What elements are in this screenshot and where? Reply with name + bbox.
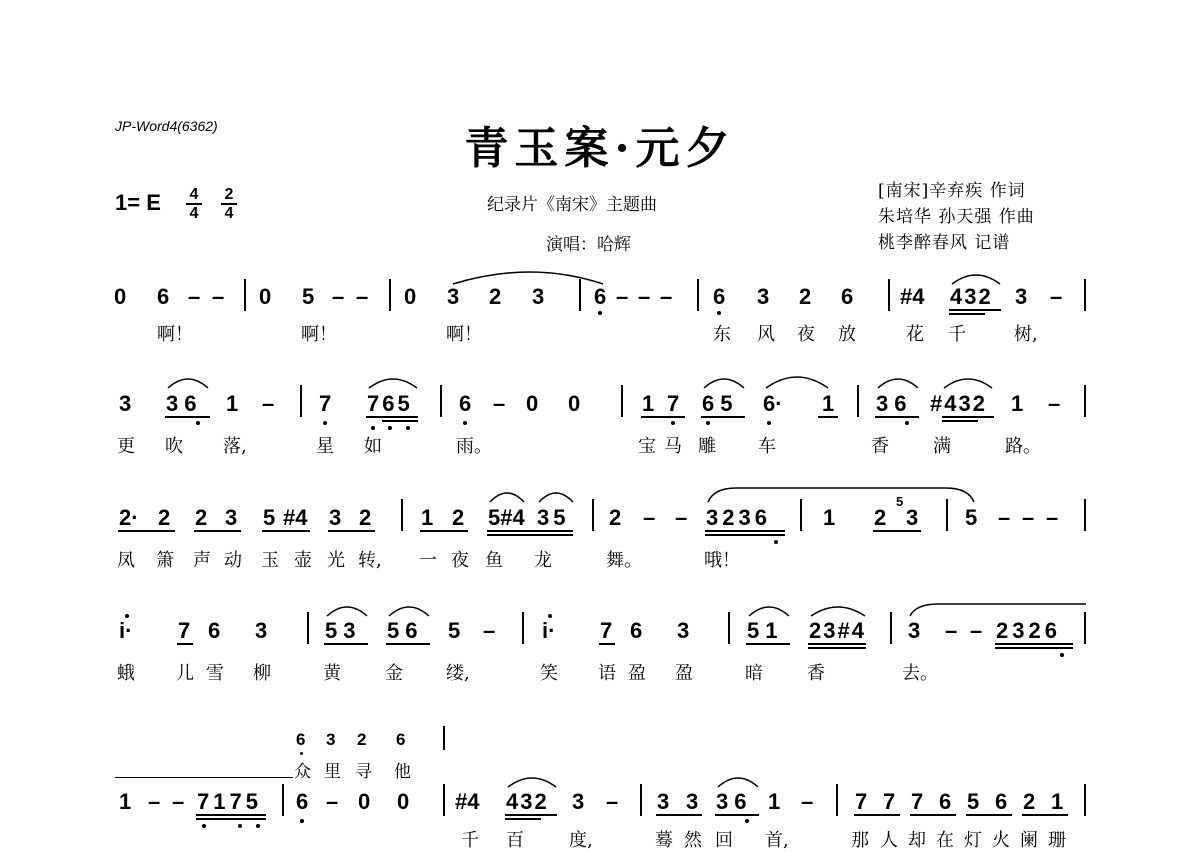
- note-group: 65: [702, 391, 739, 416]
- octave-dot: [196, 421, 200, 425]
- lyric: 雪: [206, 663, 224, 684]
- lyric: 在: [936, 830, 954, 851]
- note-group: 432: [950, 284, 993, 309]
- note-group: 3236: [706, 505, 771, 530]
- slur: [809, 602, 867, 618]
- underline: [910, 814, 956, 816]
- slur: [764, 372, 830, 390]
- note: –: [212, 284, 225, 309]
- lyric: 笑: [540, 663, 558, 684]
- underline: [1022, 814, 1068, 816]
- lyric: 动: [224, 550, 242, 571]
- bar-line: [728, 612, 730, 644]
- bar-line: [1084, 385, 1086, 417]
- note: 6: [594, 284, 607, 309]
- bar-line: [307, 612, 309, 644]
- underline: [705, 530, 785, 532]
- note: 2: [452, 505, 465, 530]
- lyric: 宝: [638, 436, 656, 457]
- underline: [995, 643, 1073, 645]
- bar-line: [592, 499, 594, 531]
- ossia-note: 6: [396, 730, 406, 749]
- note: 3: [329, 505, 342, 530]
- note: 0: [259, 284, 272, 309]
- underline: [196, 814, 266, 816]
- ossia-lyric: 里: [324, 762, 341, 782]
- note: 1: [1011, 391, 1024, 416]
- lyric: 儿: [176, 663, 194, 684]
- bar-line: [890, 612, 892, 644]
- underline: [942, 416, 994, 418]
- transcriber-credit: 桃李醉春风 记谱: [878, 233, 1011, 253]
- note: –: [1022, 505, 1035, 530]
- note: 3: [532, 284, 545, 309]
- lyric: 马: [664, 436, 682, 457]
- note: 2: [1023, 789, 1036, 814]
- note: 0: [404, 284, 417, 309]
- note: 1: [822, 391, 835, 416]
- note: 0: [526, 391, 539, 416]
- note: 2: [799, 284, 812, 309]
- note: –: [172, 789, 185, 814]
- note: 6: [713, 284, 726, 309]
- slur: [706, 484, 976, 504]
- lyric: 树,: [1014, 324, 1038, 345]
- note: 6: [995, 789, 1008, 814]
- lyric: 雕: [698, 436, 716, 457]
- underline: [118, 530, 175, 532]
- note-group: 2326: [996, 618, 1061, 643]
- ossia-lyric: 寻: [355, 762, 372, 782]
- note: 2: [195, 505, 208, 530]
- slur: [325, 602, 369, 618]
- lyric: 壶: [294, 550, 312, 571]
- underline: [505, 814, 557, 816]
- underline: [420, 530, 468, 532]
- note: 6·: [763, 391, 783, 416]
- note: 1: [823, 505, 836, 530]
- lyric: 花: [906, 324, 924, 345]
- octave-dot: [706, 421, 710, 425]
- lyric: 一: [419, 550, 437, 571]
- note-group: #432: [930, 391, 987, 416]
- lyricist-credit: [南宋]辛弃疾 作词: [878, 181, 1026, 201]
- note-group: 432: [506, 789, 549, 814]
- underline: [818, 416, 838, 418]
- lyric: 百: [506, 830, 524, 851]
- composer-credit: 朱培华 孙天强 作曲: [878, 207, 1035, 227]
- underline: [942, 420, 978, 422]
- underline: [949, 313, 985, 315]
- octave-dot: [406, 426, 410, 430]
- bar-line: [697, 279, 699, 311]
- lyric: 夜: [797, 324, 815, 345]
- bar-line: [443, 784, 445, 816]
- note: 1: [642, 391, 655, 416]
- note-group: 53: [325, 618, 362, 643]
- note: –: [660, 284, 673, 309]
- note: –: [332, 284, 345, 309]
- note: 7: [883, 789, 896, 814]
- lyric: 首,: [765, 830, 789, 851]
- slur: [942, 374, 994, 390]
- note: 2: [158, 505, 171, 530]
- note: 6: [157, 284, 170, 309]
- note-group: 56: [387, 618, 424, 643]
- note: –: [616, 284, 629, 309]
- bar-line: [1084, 279, 1086, 311]
- underline: [382, 420, 418, 422]
- note-group: 36: [166, 391, 203, 416]
- lyric: 哦！: [704, 550, 740, 571]
- bar-line: [857, 385, 859, 417]
- underline: [808, 647, 866, 649]
- key-signature: 1= E: [115, 190, 161, 215]
- note: –: [606, 789, 619, 814]
- bar-line: [282, 784, 284, 816]
- underline: [194, 530, 241, 532]
- ossia-note: 6: [296, 730, 306, 749]
- note-group: 5#4: [488, 505, 525, 530]
- underline: [808, 643, 866, 645]
- note: 3: [447, 284, 460, 309]
- octave-dot: [323, 421, 327, 425]
- note: 2: [489, 284, 502, 309]
- note: –: [1048, 391, 1061, 416]
- slur: [537, 488, 575, 504]
- note: 6: [208, 618, 221, 643]
- note: 6: [841, 284, 854, 309]
- note: 6: [459, 391, 472, 416]
- octave-dot: [774, 540, 778, 544]
- bar-line: [522, 612, 524, 644]
- lyric: 转,: [358, 550, 382, 571]
- note: #4: [283, 505, 308, 530]
- time-signature-2-4: 2 4: [221, 187, 237, 221]
- note: 0: [397, 789, 410, 814]
- lyric: 度,: [569, 830, 593, 851]
- lyric: 车: [758, 436, 776, 457]
- slur: [166, 374, 210, 390]
- slur: [716, 773, 760, 789]
- slur: [876, 374, 920, 390]
- lyric: 缕,: [446, 663, 470, 684]
- note: i·: [542, 618, 556, 643]
- underline: [641, 416, 685, 418]
- octave-dot: [717, 311, 721, 315]
- slur: [702, 374, 746, 390]
- bar-line: [888, 279, 890, 311]
- note: 2: [609, 505, 622, 530]
- slur: [506, 773, 558, 789]
- lyric: 光: [327, 550, 345, 571]
- octave-dot: [125, 614, 129, 618]
- lyric: 玉: [261, 550, 279, 571]
- lyric: 箫: [156, 550, 174, 571]
- underline: [487, 530, 573, 532]
- underline: [701, 416, 745, 418]
- note-group: 23#4: [809, 618, 866, 643]
- bar-line: [300, 385, 302, 417]
- note: –: [945, 618, 958, 643]
- underline: [505, 818, 541, 820]
- note: 3: [255, 618, 268, 643]
- underline: [873, 530, 921, 532]
- song-title: 青玉案·元夕: [464, 123, 736, 174]
- slur: [451, 266, 611, 286]
- note: 3: [225, 505, 238, 530]
- note-group: 36: [876, 391, 913, 416]
- lyric: 蛾: [117, 663, 135, 684]
- note: 3: [677, 618, 690, 643]
- lyric: 蓦: [655, 830, 673, 851]
- lyric: 回: [715, 830, 733, 851]
- underline: [599, 643, 615, 645]
- note: 2·: [119, 505, 139, 530]
- note: i·: [119, 618, 133, 643]
- note: –: [675, 505, 688, 530]
- note: 1: [768, 789, 781, 814]
- lyric: 千: [461, 830, 479, 851]
- note: –: [1046, 505, 1059, 530]
- bar-line: [621, 385, 623, 417]
- underline: [165, 416, 210, 418]
- ossia-note: 3: [326, 730, 336, 749]
- underline: [196, 818, 266, 820]
- lyric: 黄: [323, 663, 341, 684]
- octave-dot: [202, 824, 206, 828]
- note: 0: [358, 789, 371, 814]
- note-group: 36: [716, 789, 753, 814]
- note: 7: [855, 789, 868, 814]
- underline: [715, 814, 759, 816]
- underline: [854, 814, 900, 816]
- octave-dot: [300, 819, 304, 823]
- octave-dot: [767, 421, 771, 425]
- octave-dot: [238, 824, 242, 828]
- underline: [386, 643, 430, 645]
- lyric: 暗: [745, 663, 763, 684]
- bar-line: [1084, 499, 1086, 531]
- octave-dot: [371, 426, 375, 430]
- octave-dot: [905, 421, 909, 425]
- underline: [656, 814, 702, 816]
- octave-dot: [671, 421, 675, 425]
- lyric: 东: [713, 324, 731, 345]
- lyric: 啊！: [446, 324, 482, 345]
- octave-dot: [1060, 653, 1064, 657]
- lyric: 灯: [964, 830, 982, 851]
- underline: [875, 416, 919, 418]
- note-group: 765: [367, 391, 413, 416]
- underline: [177, 643, 193, 645]
- ossia-line: [115, 777, 293, 778]
- underline: [746, 643, 790, 645]
- bar-line: [443, 726, 445, 750]
- lyric: 香: [871, 436, 889, 457]
- lyric: 星: [316, 436, 334, 457]
- bar-line: [836, 784, 838, 816]
- note: –: [356, 284, 369, 309]
- note: 3: [757, 284, 770, 309]
- underline: [487, 534, 573, 536]
- lyric: 火: [992, 830, 1010, 851]
- underline: [324, 643, 368, 645]
- note: 2: [874, 505, 887, 530]
- underline: [705, 534, 785, 536]
- note: 7: [178, 618, 191, 643]
- octave-dot: [745, 819, 749, 823]
- lyric: 满: [933, 436, 951, 457]
- lyric: 吹: [165, 436, 183, 457]
- note: 3: [657, 789, 670, 814]
- note: 1: [421, 505, 434, 530]
- ossia-lyric: 众: [294, 762, 311, 782]
- slur: [950, 270, 1002, 286]
- lyric: 路。: [1005, 436, 1041, 457]
- note: #4: [455, 789, 480, 814]
- bar-line: [440, 385, 442, 417]
- note: 5: [967, 789, 980, 814]
- note: 6: [939, 789, 952, 814]
- underline: [949, 309, 1001, 311]
- time-signature-4-4: 4 4: [186, 187, 202, 221]
- lyric: 那: [851, 830, 869, 851]
- lyric: 去。: [902, 663, 938, 684]
- note: 7: [667, 391, 680, 416]
- lyric: 鱼: [485, 550, 503, 571]
- octave-dot: [256, 824, 260, 828]
- note: –: [148, 789, 161, 814]
- note: –: [801, 789, 814, 814]
- note: –: [998, 505, 1011, 530]
- note: –: [643, 505, 656, 530]
- slur: [908, 598, 1088, 618]
- lyric: 放: [838, 324, 856, 345]
- note: 5: [448, 618, 461, 643]
- lyric: 盈: [675, 663, 693, 684]
- lyric: 金: [385, 663, 403, 684]
- software-watermark: JP-Word4(6362): [115, 118, 218, 134]
- ossia-lyric: 他: [394, 762, 411, 782]
- lyric: 舞。: [606, 550, 642, 571]
- note: 6: [296, 789, 309, 814]
- lyric: 凤: [117, 550, 135, 571]
- note: 0: [568, 391, 581, 416]
- note: 6: [630, 618, 643, 643]
- lyric: 却: [908, 830, 926, 851]
- bar-line: [401, 499, 403, 531]
- note: –: [483, 618, 496, 643]
- lyric: 风: [757, 324, 775, 345]
- slur: [367, 374, 419, 390]
- note: –: [970, 618, 983, 643]
- slur: [747, 602, 791, 618]
- note: 7: [600, 618, 613, 643]
- lyric: 龙: [534, 550, 552, 571]
- note: 1: [1051, 789, 1064, 814]
- octave-dot: [463, 421, 467, 425]
- note: 2: [359, 505, 372, 530]
- lyric: 夜: [451, 550, 469, 571]
- note-group: 51: [747, 618, 784, 643]
- lyric: 声: [193, 550, 211, 571]
- note: –: [188, 284, 201, 309]
- note-group: 7175: [197, 789, 262, 814]
- lyric: 柳: [253, 663, 271, 684]
- note: 1: [226, 391, 239, 416]
- singer: 演唱：哈辉: [546, 235, 631, 255]
- note: 0: [114, 284, 127, 309]
- note: 1: [119, 789, 132, 814]
- lyric: 更: [117, 436, 135, 457]
- note: 3: [908, 618, 921, 643]
- ossia-note: 2: [357, 730, 367, 749]
- octave-dot: [388, 426, 392, 430]
- note: 3: [119, 391, 132, 416]
- lyric: 如: [364, 436, 382, 457]
- slur: [488, 488, 526, 504]
- underline: [328, 530, 375, 532]
- lyric: 啊！: [157, 324, 193, 345]
- note: 5: [302, 284, 315, 309]
- note: 3: [906, 505, 919, 530]
- lyric: 啊！: [301, 324, 337, 345]
- lyric: 落,: [223, 436, 247, 457]
- note: 7: [319, 391, 332, 416]
- note: –: [1050, 284, 1063, 309]
- bar-line: [1084, 784, 1086, 816]
- note: 3: [572, 789, 585, 814]
- lyric: 人: [880, 830, 898, 851]
- note: 3: [1015, 284, 1028, 309]
- grace-note: 5: [896, 494, 904, 509]
- note: 3: [686, 789, 699, 814]
- octave-dot: [300, 752, 303, 755]
- lyric: 千: [948, 324, 966, 345]
- octave-dot: [548, 614, 552, 618]
- underline: [262, 530, 310, 532]
- lyric: 珊: [1048, 830, 1066, 851]
- lyric: 盈: [628, 663, 646, 684]
- note: –: [638, 284, 651, 309]
- slur: [387, 602, 431, 618]
- subtitle: 纪录片《南宋》主题曲: [487, 195, 657, 215]
- octave-dot: [598, 311, 602, 315]
- note: 5: [263, 505, 276, 530]
- bar-line: [389, 279, 391, 311]
- underline: [995, 647, 1073, 649]
- bar-line: [244, 279, 246, 311]
- note: –: [262, 391, 275, 416]
- lyric: 阑: [1020, 830, 1038, 851]
- note-group: 35: [537, 505, 570, 530]
- lyric: 香: [807, 663, 825, 684]
- note: #4: [900, 284, 925, 309]
- bar-line: [640, 784, 642, 816]
- note: 7: [911, 789, 924, 814]
- underline: [966, 814, 1012, 816]
- note: –: [493, 391, 506, 416]
- note: –: [326, 789, 339, 814]
- note: 5: [965, 505, 978, 530]
- lyric: 然: [684, 830, 702, 851]
- lyric: 语: [598, 663, 616, 684]
- underline: [366, 416, 418, 418]
- lyric: 雨。: [456, 436, 492, 457]
